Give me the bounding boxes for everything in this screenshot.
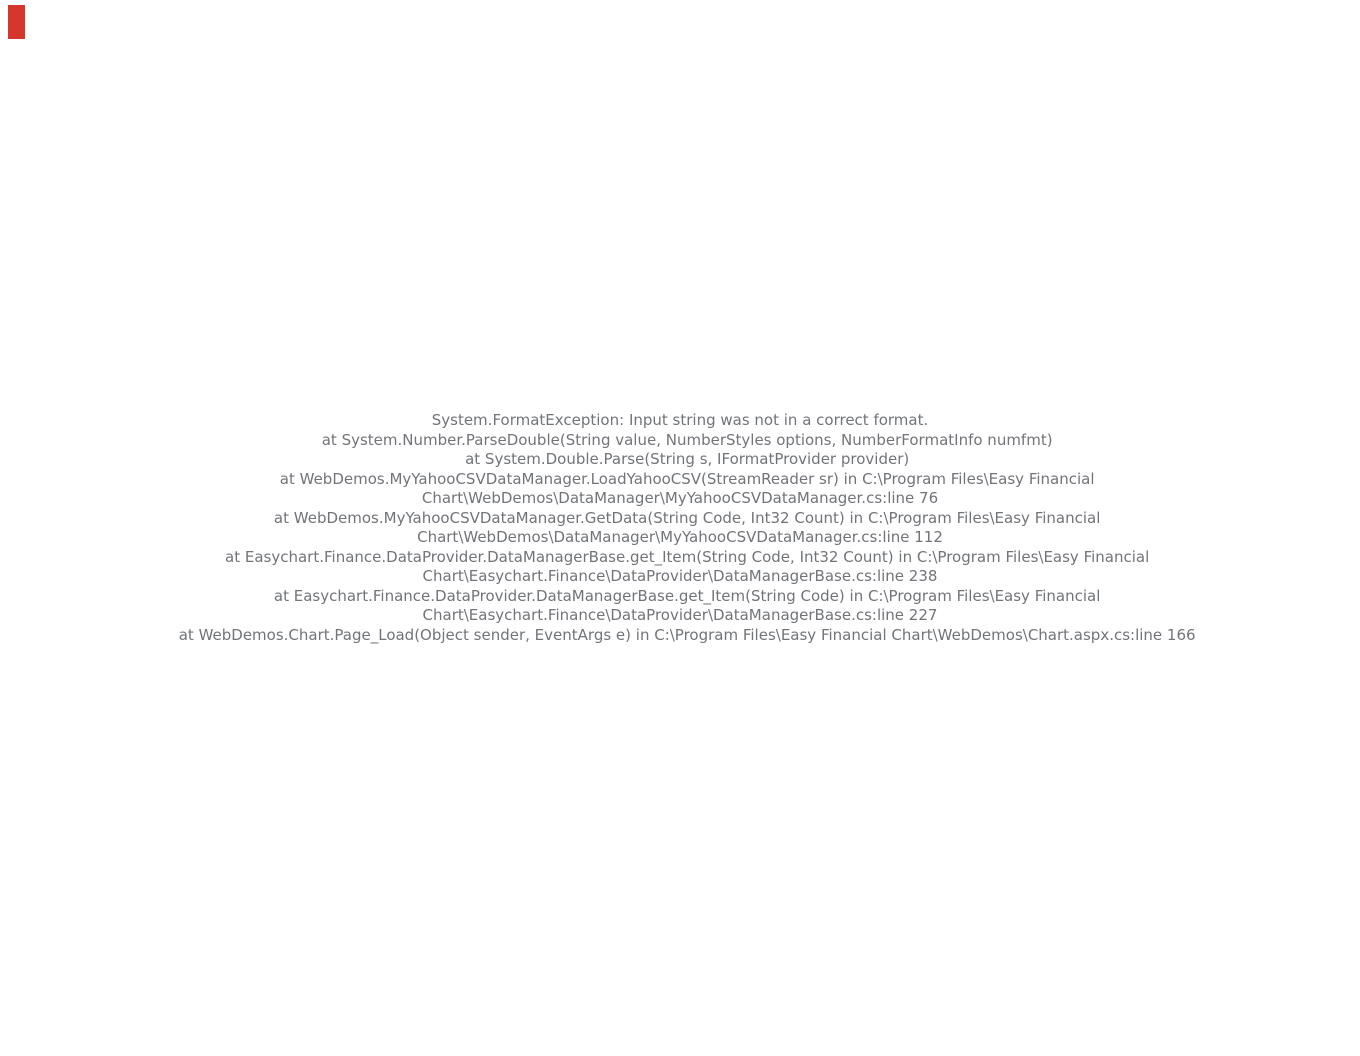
- broken-image-icon: [8, 5, 25, 39]
- stack-trace-line: at WebDemos.MyYahooCSVDataManager.GetData(String Code, Int32 Count) in C:\Program Files\Easy Financial: [259, 508, 1101, 527]
- stack-trace-line: at WebDemos.MyYahooCSVDataManager.LoadYahooCSV(StreamReader sr) in C:\Program Files\Easy Financial: [265, 469, 1095, 488]
- stack-trace-line: at System.Double.Parse(String s, IFormatProvider provider): [450, 450, 910, 468]
- stack-trace-line: Chart\Easychart.Finance\DataProvider\DataManagerBase.cs:line 238: [422, 567, 938, 585]
- exception-stack-trace: [0, 411, 1360, 645]
- stack-trace-line: at Easychart.Finance.DataProvider.DataManagerBase.get_Item(String Code) in C:\Program Files\Easy Financial: [259, 586, 1101, 605]
- stack-trace-line: Chart\Easychart.Finance\DataProvider\DataManagerBase.cs:line 227: [422, 606, 938, 624]
- stack-trace-line: at WebDemos.Chart.Page_Load(Object sender, EventArgs e) in C:\Program Files\Easy Financial Chart\WebDemos\Chart.aspx.cs:line 166: [164, 625, 1196, 644]
- stack-trace-line: at Easychart.Finance.DataProvider.DataManagerBase.get_Item(String Code, Int32 Count) in C:\Program Files\Easy Financial: [210, 547, 1150, 566]
- stack-trace-line: at System.Number.ParseDouble(String value, NumberStyles options, NumberFormatInfo numfmt): [307, 430, 1053, 449]
- stack-trace-line: Chart\WebDemos\DataManager\MyYahooCSVDataManager.cs:line 112: [417, 528, 943, 546]
- exception-message: System.FormatException: Input string was not in a correct format.: [431, 411, 929, 429]
- stack-trace-line: Chart\WebDemos\DataManager\MyYahooCSVDataManager.cs:line 76: [421, 489, 939, 507]
